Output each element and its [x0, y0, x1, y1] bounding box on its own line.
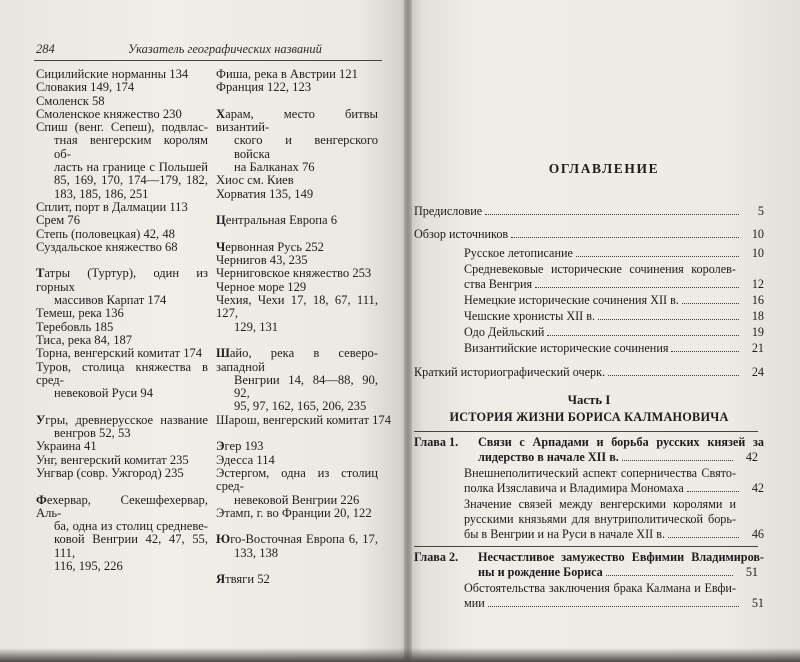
index-entry-line: Украина 41: [36, 439, 97, 454]
dot-leader: [606, 565, 733, 576]
index-entry-line: венгров 52, 53: [54, 426, 131, 441]
toc-page-number: 19: [751, 325, 764, 339]
index-entry-line: Унгвар (совр. Ужгород) 235: [36, 465, 184, 480]
index-entry-line: Эгер 193: [216, 439, 264, 454]
index-entry-line: ба, одна из столиц средневе-: [54, 519, 208, 534]
toc-page-number: 51: [745, 565, 758, 579]
index-entry: [36, 214, 208, 227]
dot-leader: [488, 606, 739, 607]
toc-subentry-line: русскими князьями для внутриполитической борь-: [464, 512, 736, 526]
index-entry: [216, 454, 378, 467]
toc-subentry-line: бы в Венгрии и на Руси в начале XII в.: [464, 527, 666, 541]
dot-leader: [535, 287, 739, 288]
toc-subentry-line: ства Венгрия: [464, 277, 533, 291]
index-entry-line: ковой Венгрии 42, 47, 55, 111,: [54, 532, 208, 560]
index-entry: [216, 412, 392, 427]
index-entry-line: Фиша, река в Австрии 121: [216, 67, 358, 81]
index-entry: [36, 267, 208, 307]
index-entry: [36, 494, 208, 574]
toc-page-number: 18: [751, 309, 764, 323]
index-entry: [36, 467, 208, 480]
index-entry: [36, 361, 208, 401]
index-entry-line: Сицилийские норманны 134: [36, 67, 189, 81]
index-entry: [36, 334, 208, 347]
index-entry-line: Юго-Восточная Европа 6, 17,: [216, 532, 378, 547]
index-entry-line: Срем 76: [36, 213, 80, 228]
index-entry-line: 95, 97, 162, 165, 206, 235: [234, 399, 367, 414]
toc-page-number: 42: [751, 481, 764, 495]
index-entry-line: Угры, древнерусское название: [36, 412, 208, 427]
index-entry: [36, 321, 208, 334]
toc-subentry[interactable]: [414, 293, 764, 308]
index-entry-line: Словакия 149, 174: [36, 80, 135, 95]
toc-entry-text: Предисловие: [414, 204, 483, 218]
index-entry: [216, 507, 378, 520]
index-entry-line: 133, 138: [234, 545, 279, 560]
chapter-title-line: ны и рождение Бориса: [478, 565, 603, 579]
dot-leader: [485, 214, 739, 215]
toc-entry-text: Обзор источников: [414, 227, 509, 241]
toc-subentry-line: Русское летописание: [464, 246, 573, 260]
index-entry-line: Смоленск 58: [36, 93, 105, 108]
dot-leader: [547, 335, 739, 336]
index-entry-line: 116, 195, 226: [54, 558, 123, 573]
toc-subentry[interactable]: [414, 581, 764, 611]
dot-leader: [576, 256, 739, 257]
index-entry: [36, 440, 208, 453]
toc-entry-text: Краткий историографический очерк.: [414, 365, 606, 379]
toc-entry-historiography[interactable]: [414, 365, 764, 380]
toc-page-number: 42: [745, 450, 758, 464]
index-entry-line: Эстергом, одна из столиц сред-: [216, 465, 378, 494]
index-entry: [216, 241, 378, 254]
chapter-title-line: Связи с Арпадами и борьба русских князей за: [478, 435, 764, 449]
toc-subentry-line: Обстоятельства заключения брака Калмана и Евфи-: [464, 581, 736, 595]
index-entry: [36, 108, 208, 121]
toc-page-number: 51: [751, 596, 764, 610]
index-entry-line: Туров, столица княжества в сред-: [36, 359, 208, 387]
index-entry-line: невековой Венгрии 226: [234, 492, 360, 507]
toc-subentry[interactable]: [414, 309, 764, 324]
index-entry-line: Франция 122, 123: [216, 80, 312, 95]
index-entry: [216, 188, 378, 201]
index-entry: [216, 81, 378, 94]
index-entry-line: Спиш (венг. Сепеш), подвлаc-: [36, 120, 208, 135]
dot-leader: [598, 319, 739, 320]
toc-subentry[interactable]: [414, 341, 764, 356]
index-entry-line: 183, 185, 186, 251: [54, 186, 149, 201]
toc-subentry-line: Средневековые исторические сочинения королев-: [464, 262, 736, 276]
index-entry: [36, 95, 208, 108]
index-entry-line: Центральная Европа 6: [216, 213, 338, 228]
index-entry-line: Венгрии 14, 84—88, 90, 92,: [234, 372, 378, 401]
dot-leader: [511, 237, 739, 238]
index-entry-line: Темеш, река 136: [36, 306, 124, 321]
index-entry: [36, 347, 208, 360]
index-entry-line: Ятвяги 52: [216, 572, 270, 587]
part-title: ИСТОРИЯ ЖИЗНИ БОРИСА КАЛМАНОВИЧА: [449, 410, 729, 424]
chapter-label: Глава 2.: [414, 550, 459, 564]
index-entry: [36, 68, 208, 81]
dot-leader: [687, 491, 739, 492]
dot-leader: [682, 303, 739, 304]
index-entry: [216, 294, 378, 334]
chapter-1-sections: [414, 466, 764, 542]
index-entry-line: Червонная Русь 252: [216, 239, 324, 254]
index-entry: [216, 347, 378, 413]
book-gutter: [404, 0, 412, 662]
index-entry-line: Шарош, венгерский комитат 174: [216, 412, 392, 427]
toc-subentry-line: Внешнеполитический аспект соперничества Свято-: [464, 466, 736, 480]
toc-entry-sources[interactable]: [414, 227, 764, 242]
toc-subentry-line: Византийские исторические сочинения: [464, 341, 669, 355]
toc-chapter-2[interactable]: [414, 550, 764, 580]
index-entry-line: Степь (половецкая) 42, 48: [36, 226, 175, 241]
source-subentries: [414, 246, 764, 356]
toc-entry-preface[interactable]: [414, 204, 764, 219]
index-entry: [216, 174, 378, 187]
index-column-left: [36, 68, 208, 573]
toc-page-number: 24: [751, 365, 764, 379]
index-entry-line: Этамп, г. во Франции 20, 122: [216, 505, 372, 520]
toc-page-number: 46: [751, 527, 764, 541]
index-entry: [216, 267, 378, 280]
toc-page-number: 16: [751, 293, 764, 307]
index-entry: [216, 533, 378, 560]
index-entry-line: Черниговское княжество 253: [216, 266, 372, 281]
index-entry-line: Чехия, Чехи 17, 18, 67, 111, 127,: [216, 293, 378, 321]
index-entry-line: массивов Карпат 174: [54, 293, 167, 308]
part-label: Часть I: [567, 393, 611, 407]
index-entry-line: Сплит, порт в Далмации 113: [36, 199, 188, 214]
index-entry-line: Хорватия 135, 149: [216, 186, 314, 201]
index-entry-line: Татры (Туртур), один из горных: [36, 266, 208, 294]
chapter-2-sections: [414, 581, 764, 611]
index-entry: [216, 573, 378, 586]
toc-subentry[interactable]: [414, 497, 764, 542]
toc-page-number: 5: [757, 204, 764, 218]
toc-subentry[interactable]: [414, 262, 764, 292]
index-entry-line: ского и венгерского войска: [234, 133, 378, 161]
chapter-title-line: Несчастливое замужество Евфимии Владимиров-: [478, 550, 764, 564]
toc-page-number: 10: [751, 246, 764, 260]
chapter-rule: [414, 546, 758, 547]
index-entry-line: Эдесса 114: [216, 452, 275, 467]
index-entry-line: Чернигов 43, 235: [216, 253, 308, 268]
index-entry: [216, 440, 378, 453]
toc-page-number: 12: [751, 277, 764, 291]
index-entry: [216, 467, 378, 507]
index-entry-line: 85, 169, 170, 174—179, 182,: [54, 173, 208, 188]
index-entry: [216, 281, 378, 294]
page-number: 284: [36, 42, 55, 56]
toc-page-number: 21: [751, 341, 764, 355]
index-entry-line: тная венгерским королям об-: [54, 133, 208, 161]
index-entry: [36, 241, 208, 254]
index-entry: [36, 81, 208, 94]
running-head: [36, 42, 382, 62]
dot-leader: [668, 537, 739, 538]
index-entry: [36, 454, 208, 467]
bottom-shadow: [0, 648, 800, 662]
index-entry-line: невековой Руси 94: [54, 386, 153, 401]
toc-subentry-line: полка Изяславича и Владимира Мономаха: [464, 481, 684, 495]
index-entry: [36, 307, 208, 320]
index-entry-line: Смоленское княжество 230: [36, 106, 182, 121]
index-entry-line: 129, 131: [234, 319, 279, 334]
index-entry-line: Унг, венгерский комитат 235: [36, 452, 189, 467]
toc-subentry-line: Немецкие исторические сочинения XII в.: [464, 293, 679, 307]
dot-leader: [622, 450, 733, 461]
index-entry: [36, 228, 208, 241]
index-column-right: [216, 67, 392, 587]
table-of-contents: [414, 204, 764, 611]
index-entry: [36, 121, 208, 201]
index-entry-line: Харам, место битвы византий-: [216, 106, 378, 135]
toc-subentry[interactable]: [414, 246, 764, 261]
toc-page-number: 10: [751, 227, 764, 241]
running-head-rule: [34, 60, 382, 61]
index-entry-line: ласть на границе с Польшей: [54, 160, 208, 175]
index-entry: [216, 214, 378, 227]
index-entry-line: Шайо, река в северо-западной: [216, 346, 378, 374]
chapter-title-line: лидерство в начале XII в.: [478, 450, 619, 464]
dot-leader: [671, 351, 739, 352]
index-entry-line: Тиса, река 84, 187: [36, 332, 133, 347]
index-entry: [36, 201, 208, 214]
index-entry: [216, 68, 378, 81]
index-entry: [36, 414, 208, 441]
toc-subentry[interactable]: [414, 325, 764, 340]
index-entry-line: на Балканах 76: [234, 160, 315, 175]
index-entry-line: Фехервар, Секешфехервар, Аль-: [36, 492, 208, 520]
chapter-rule: [414, 431, 758, 432]
toc-chapter-1[interactable]: [414, 435, 764, 465]
toc-subentry-line: Чешские хронисты XII в.: [464, 309, 596, 323]
toc-subentry[interactable]: [414, 466, 764, 496]
index-entry-line: Теребовль 185: [36, 319, 114, 334]
index-entry-line: Хиос см. Киев: [216, 173, 294, 188]
index-entry: [216, 254, 378, 267]
contents-title: ОГЛАВЛЕНИЕ: [548, 161, 660, 176]
chapter-label: Глава 1.: [414, 435, 459, 449]
toc-subentry-line: мии: [464, 596, 485, 610]
dot-leader: [608, 375, 739, 376]
running-title: Указатель географических названий: [128, 42, 322, 56]
index-entry-line: Торна, венгерский комитат 174: [36, 346, 203, 361]
index-entry-line: Черное море 129: [216, 279, 307, 294]
index-entry: [216, 108, 378, 174]
toc-subentry-line: Значение связей между венгерскими королями и: [464, 497, 736, 511]
toc-subentry-line: Одо Дейльский: [464, 325, 545, 339]
index-entry-line: Суздальское княжество 68: [36, 239, 178, 254]
